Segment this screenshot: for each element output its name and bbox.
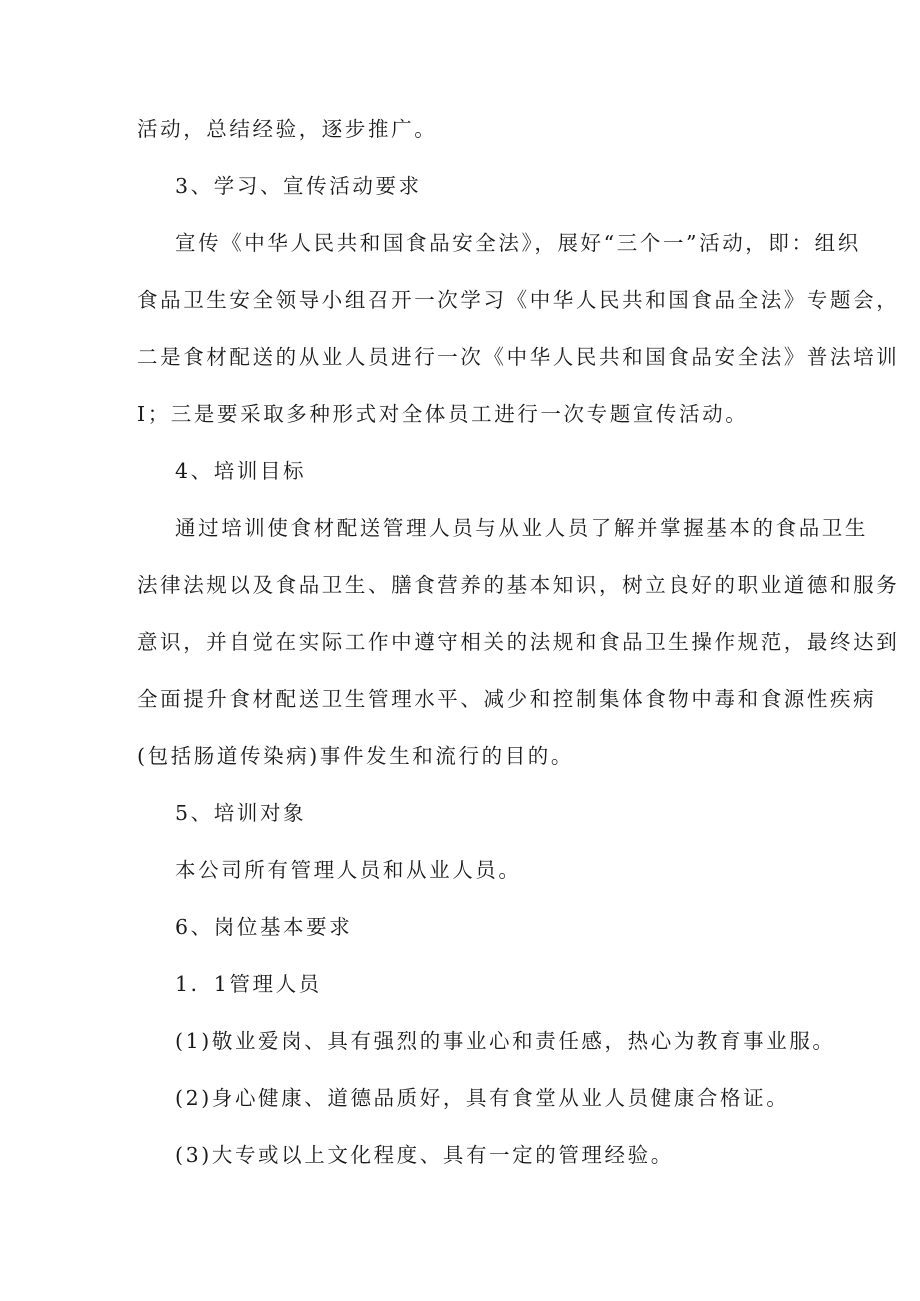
paragraph-line: (包括肠道传染病)事件发生和流行的目的。: [137, 744, 574, 768]
list-item: (3)大专或以上文化程度、具有一定的管理经验。: [175, 1143, 674, 1167]
paragraph-line: 意识，并自觉在实际工作中遵守相关的法规和食品卫生操作规范，最终达到: [137, 630, 900, 654]
subsection-heading: 1．1管理人员: [175, 972, 322, 996]
section-heading-3: 3、学习、宣传活动要求: [175, 174, 422, 198]
paragraph-line: I；三是要采取多种形式对全体员工进行一次专题宣传活动。: [137, 402, 749, 426]
section-heading-4: 4、培训目标: [175, 459, 307, 483]
section-heading-6: 6、岗位基本要求: [175, 915, 353, 939]
paragraph-line: 二是食材配送的从业人员进行一次《中华人民共和国食品安全法》普法培训: [137, 345, 900, 369]
paragraph-line: 全面提升食材配送卫生管理水平、减少和控制集体食物中毒和食源性疾病: [137, 687, 877, 711]
paragraph-line: 食品卫生安全领导小组召开一次学习《中华人民共和国食品全法》专题会，: [137, 288, 900, 312]
list-item: (2)身心健康、道德品质好，具有食堂从业人员健康合格证。: [175, 1086, 790, 1110]
paragraph-line: 通过培训使食材配送管理人员与从业人员了解并掌握基本的食品卫生: [175, 516, 868, 540]
paragraph-continuation: 活动，总结经验，逐步推广。: [137, 117, 438, 141]
paragraph-line: 法律法规以及食品卫生、膳食营养的基本知识，树立良好的职业道德和服务: [137, 573, 900, 597]
paragraph-line: 本公司所有管理人员和从业人员。: [175, 858, 522, 882]
paragraph-line: 宣传《中华人民共和国食品安全法》，展好“三个一”活动，即：组织: [175, 231, 861, 255]
list-item: (1)敬业爱岗、具有强烈的事业心和责任感，热心为教育事业服。: [175, 1029, 836, 1053]
section-heading-5: 5、培训对象: [175, 801, 307, 825]
